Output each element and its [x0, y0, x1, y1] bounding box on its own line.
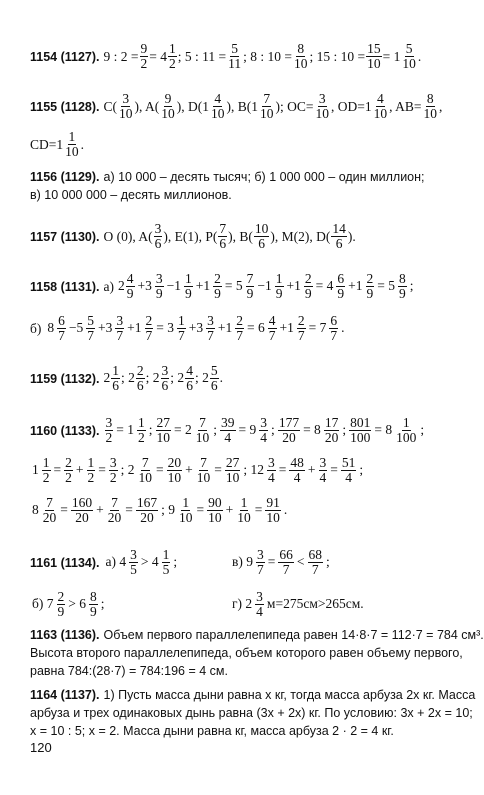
fraction: $\frac{3}{2}$	[109, 455, 117, 486]
fraction: $\frac{1}{6}$	[112, 363, 120, 394]
fraction: $\frac{9}{2}$	[140, 41, 148, 72]
equation-line: 8 $\frac{7}{20}$ = $\frac{160}{20}$ + $\frac{7}{20}$ = $\frac{167}{20}$ ; 9 $\frac{1}{10}$ = $\frac{90}{10}$ + $\frac{1}{10}$ = $\frac{91}{10}$ .	[32, 495, 288, 526]
fraction: $\frac{4}{6}$	[186, 363, 193, 394]
fraction: $\frac{68}{7}$	[308, 547, 322, 578]
fraction: $\frac{8}{9}$	[399, 271, 406, 302]
fraction: $\frac{15}{10}$	[367, 41, 381, 72]
fraction: $\frac{4}{10}$	[373, 91, 388, 122]
fraction: $\frac{5}{11}$	[228, 41, 242, 72]
fraction: $\frac{90}{10}$	[208, 495, 222, 526]
fraction: $\frac{3}{4}$	[268, 455, 275, 486]
inequality-a: а) 4 $\frac{3}{5}$ > 4 $\frac{1}{5}$ ;	[105, 547, 178, 578]
fraction: $\frac{1}{5}$	[162, 547, 170, 578]
fraction: $\frac{66}{7}$	[279, 547, 293, 578]
fraction: $\frac{51}{4}$	[341, 455, 356, 486]
page-number: 120	[30, 740, 52, 755]
problem-1155: 1155 (1128). C( $\frac{3}{10}$ ), A( $\frac{9}{10}$ ), D(1 $\frac{4}{10}$ ), B(1 $\frac{7}{10}$ ); OC= $\frac{3}{10}$ , OD=1 $\frac{4}{10}$ , AB= $\frac{8}{10}$ ,	[30, 91, 443, 122]
fraction: $\frac{1}{9}$	[185, 271, 192, 302]
fraction: $\frac{10}{6}$	[254, 221, 269, 252]
fraction: $\frac{3}{7}$	[207, 313, 214, 344]
fraction: $\frac{1}{2}$	[42, 455, 50, 486]
problem-1161-g	[230, 590, 366, 619]
fraction: $\frac{160}{20}$	[71, 495, 93, 526]
problem-1157: 1157 (1130). O (0), A( $\frac{3}{6}$ ), E(1), P( $\frac{7}{6}$ ), B( $\frac{10}{6}$ ), M(2), D( $\frac{14}{6}$ ).	[30, 221, 356, 252]
problem-label: 1160 (1133).	[30, 423, 100, 438]
fraction: $\frac{7}{10}$	[196, 455, 211, 486]
problem-1163-line3: равна 784:(28·7) = 784:196 = 4 см.	[30, 664, 228, 678]
fraction: $\frac{3}{4}$	[319, 455, 327, 486]
fraction: $\frac{1}{10}$	[179, 495, 193, 526]
fraction: $\frac{2}{9}$	[304, 271, 312, 302]
inequality-g: г) 2 $\frac{3}{4}$ м=275см>265см.	[232, 589, 364, 620]
fraction: $\frac{2}{2}$	[65, 455, 72, 486]
inequality-b: б) 7 $\frac{2}{9}$ > 6 $\frac{8}{9}$ ;	[32, 589, 105, 620]
fraction: $\frac{3}{4}$	[256, 589, 263, 620]
fraction: $\frac{7}{10}$	[138, 455, 153, 486]
equation-line: $\frac{3}{2}$ = 1 $\frac{1}{2}$ ; $\frac{27}{10}$ = 2 $\frac{7}{10}$ ; $\frac{39}{4}$ = 9 $\frac{3}{4}$ ; $\frac{177}{20}$ = 8 $\frac{17}{20}$ ; $\frac{801}{100}$ = 8 $\frac{1}{100}$ ;	[105, 415, 425, 446]
fraction: $\frac{48}{4}$	[290, 455, 304, 486]
problem-label: 1159 (1132).	[30, 371, 100, 386]
fraction: $\frac{4}{10}$	[211, 91, 225, 122]
fraction: $\frac{6}{9}$	[337, 271, 345, 302]
fraction: $\frac{27}{10}$	[225, 455, 240, 486]
fraction: $\frac{2}{6}$	[136, 363, 144, 394]
fraction: $\frac{1}{10}$	[65, 129, 79, 160]
problem-1161	[30, 548, 179, 577]
inequality-v: в) 9 $\frac{3}{7}$ = $\frac{66}{7}$ < $\frac{68}{7}$ ;	[232, 547, 330, 578]
problem-1155-cont: CD=1 $\frac{1}{10}$ .	[30, 129, 84, 160]
fraction: $\frac{3}{7}$	[116, 313, 124, 344]
problem-1156: 1156 (1129). а) 10 000 – десять тысяч; б) 1 000 000 – один миллион;	[30, 170, 425, 184]
fraction: $\frac{2}{9}$	[366, 271, 374, 302]
problem-label: 1163 (1136).	[30, 628, 100, 642]
fraction: $\frac{1}{2}$	[138, 415, 145, 446]
problem-1160-line3	[30, 496, 289, 525]
fraction: $\frac{6}{7}$	[330, 313, 338, 344]
fraction: $\frac{3}{10}$	[315, 91, 330, 122]
fraction: $\frac{2}{9}$	[57, 589, 65, 620]
problem-1160-line2	[30, 456, 365, 485]
problem-1158: 1158 (1131). а) 2 $\frac{4}{9}$ +3 $\frac{3}{9}$ −1 $\frac{1}{9}$ +1 $\frac{2}{9}$ = 5 $\frac{7}{9}$ −1 $\frac{1}{9}$ +1 $\frac{2}{9}$ = 4 $\frac{6}{9}$ +1 $\frac{2}{9}$ = 5 $\frac{8}{9}$ ;	[30, 271, 414, 302]
problem-label: 1155 (1128).	[30, 99, 100, 114]
fraction: $\frac{4}{7}$	[268, 313, 276, 344]
fraction: $\frac{8}{10}$	[423, 91, 438, 122]
problem-label: 1154 (1127).	[30, 49, 100, 64]
problem-1164-line3: х = 10 : 5; х = 2. Масса дыни равна кг, масса арбуза 2 · 2 = 4 кг.	[30, 724, 394, 738]
fraction: $\frac{39}{4}$	[221, 415, 235, 446]
fraction: $\frac{7}{10}$	[195, 415, 210, 446]
fraction: $\frac{3}{10}$	[119, 91, 133, 122]
fraction: $\frac{3}{4}$	[260, 415, 268, 446]
fraction: $\frac{1}{100}$	[396, 415, 417, 446]
fraction: $\frac{9}{10}$	[161, 91, 175, 122]
equation-line: 1 $\frac{1}{2}$ = $\frac{2}{2}$ + $\frac{1}{2}$ = $\frac{3}{2}$ ; 2 $\frac{7}{10}$ = $\frac{20}{10}$ + $\frac{7}{10}$ = $\frac{27}{10}$ ; 12 $\frac{3}{4}$ = $\frac{48}{4}$ + $\frac{3}{4}$ = $\frac{51}{4}$ ;	[32, 455, 364, 486]
fraction: $\frac{8}{10}$	[294, 41, 308, 72]
problem-1158-b: б) 8 $\frac{6}{7}$ −5 $\frac{5}{7}$ +3 $\frac{3}{7}$ +1 $\frac{2}{7}$ = 3 $\frac{1}{7}$ +3 $\frac{3}{7}$ +1 $\frac{2}{7}$ = 6 $\frac{4}{7}$ +1 $\frac{2}{7}$ = 7 $\frac{6}{7}$ .	[30, 313, 345, 344]
problem-1154: 1154 (1127). 9 : 2 = $\frac{9}{2}$ = 4 $\frac{1}{2}$ ; 5 : 11 = $\frac{5}{11}$ ; 8 : 10 = $\frac{8}{10}$ ; 15 : 10 = $\frac{15}{10}$ = 1 $\frac{5}{10}$ .	[30, 41, 422, 72]
equation-line: 8 $\frac{6}{7}$ −5 $\frac{5}{7}$ +3 $\frac{3}{7}$ +1 $\frac{2}{7}$ = 3 $\frac{1}{7}$ +3 $\frac{3}{7}$ +1 $\frac{2}{7}$ = 6 $\frac{4}{7}$ +1 $\frac{2}{7}$ = 7 $\frac{6}{7}$ .	[47, 313, 345, 344]
mixed-number-list: 2 $\frac{1}{6}$ ; 2 $\frac{2}{6}$ ; 2 $\frac{3}{6}$ ; 2 $\frac{4}{6}$ ; 2 $\frac{5}{6}$ .	[103, 363, 223, 394]
fraction: $\frac{17}{20}$	[324, 415, 339, 446]
problem-label: 1157 (1130).	[30, 229, 100, 244]
fraction: $\frac{6}{7}$	[58, 313, 65, 344]
fraction: $\frac{91}{10}$	[266, 495, 280, 526]
problem-1161-v	[230, 548, 332, 577]
fraction: $\frac{167}{20}$	[136, 495, 158, 526]
fraction: $\frac{3}{5}$	[130, 547, 137, 578]
problem-1159	[30, 364, 223, 393]
fraction: $\frac{177}{20}$	[278, 415, 300, 446]
fraction: $\frac{5}{10}$	[402, 41, 416, 72]
fraction: $\frac{2}{9}$	[214, 271, 221, 302]
problem-label: 1156 (1129).	[30, 170, 100, 184]
fraction: $\frac{1}{2}$	[169, 41, 176, 72]
problem-1161-b	[30, 590, 107, 619]
problem-1164-line2: арбуза и трех одинаковых дынь равна (3х + 2х) кг. По условию: 3х + 2х = 10;	[30, 706, 473, 720]
fraction: $\frac{3}{2}$	[105, 415, 113, 446]
fraction: $\frac{3}{6}$	[161, 363, 169, 394]
fraction: $\frac{3}{6}$	[154, 221, 162, 252]
fraction: $\frac{2}{7}$	[145, 313, 153, 344]
fraction: $\frac{20}{10}$	[167, 455, 182, 486]
problem-1160	[30, 416, 426, 445]
fraction: $\frac{5}{6}$	[210, 363, 218, 394]
fraction: $\frac{1}{10}$	[237, 495, 251, 526]
fraction: $\frac{5}{7}$	[87, 313, 94, 344]
problem-label: 1158 (1131).	[30, 279, 100, 294]
fraction: $\frac{1}{9}$	[275, 271, 283, 302]
fraction: $\frac{4}{9}$	[126, 271, 134, 302]
fraction: $\frac{801}{100}$	[350, 415, 371, 446]
problem-1156-cont: в) 10 000 000 – десять миллионов.	[30, 188, 232, 202]
fraction: $\frac{7}{20}$	[107, 495, 122, 526]
problem-label: 1161 (1134).	[30, 555, 100, 570]
fraction: $\frac{7}{9}$	[246, 271, 254, 302]
problem-1164: 1164 (1137). 1) Пусть масса дыни равна х кг, тогда масса арбуза 2х кг. Масса	[30, 688, 476, 702]
problem-label: 1164 (1137).	[30, 688, 100, 702]
fraction: $\frac{3}{7}$	[257, 547, 264, 578]
fraction: $\frac{2}{7}$	[297, 313, 305, 344]
equation-line: 2 $\frac{4}{9}$ +3 $\frac{3}{9}$ −1 $\frac{1}{9}$ +1 $\frac{2}{9}$ = 5 $\frac{7}{9}$ −1 $\frac{1}{9}$ +1 $\frac{2}{9}$ = 4 $\frac{6}{9}$ +1 $\frac{2}{9}$ = 5 $\frac{8}{9}$ ;	[118, 271, 414, 302]
fraction: $\frac{27}{10}$	[156, 415, 171, 446]
fraction: $\frac{1}{7}$	[178, 313, 185, 344]
fraction: $\frac{2}{7}$	[236, 313, 243, 344]
problem-1163: 1163 (1136). Объем первого параллелепипеда равен 14·8·7 = 112·7 = 784 см³.	[30, 628, 484, 642]
fraction: $\frac{1}{2}$	[87, 455, 95, 486]
fraction: $\frac{7}{6}$	[219, 221, 227, 252]
fraction: $\frac{7}{10}$	[260, 91, 274, 122]
fraction: $\frac{3}{9}$	[155, 271, 163, 302]
fraction: $\frac{8}{9}$	[90, 589, 97, 620]
fraction: $\frac{14}{6}$	[332, 221, 346, 252]
problem-1163-line2: Высота второго параллелепипеда, объем которого равен объему первого,	[30, 646, 463, 660]
fraction: $\frac{7}{20}$	[42, 495, 57, 526]
